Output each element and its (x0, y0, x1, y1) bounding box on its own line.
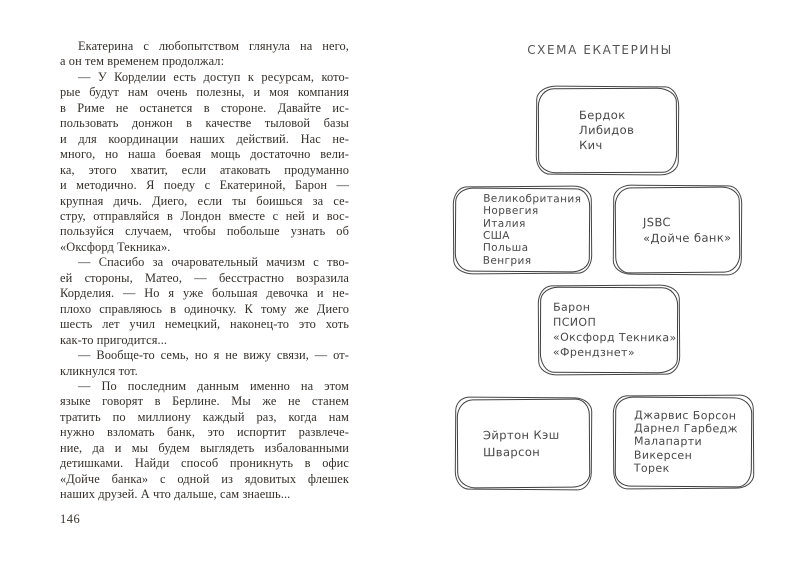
diagram-box-jarvis-borson-group (615, 397, 753, 488)
diagram-box-text (616, 408, 751, 475)
text-line: «Оксфорд Текника». (60, 239, 171, 254)
text-line: пользуйся случаем, чтобы побольше узнать об (60, 224, 349, 239)
text-line: в Риме не останется в стороне. Давайте ис- (60, 100, 349, 115)
text-line: языке говорят в Берлине. Мы же не станем (60, 394, 349, 409)
body-text (60, 39, 349, 503)
text-line: крупная дичь. Диего, если ты боишься за се- (60, 193, 349, 208)
box-line: Великобритания (483, 192, 582, 206)
diagram-box-baron-psiop (540, 287, 678, 374)
box-line: Викерсен (633, 448, 693, 462)
box-line: Джарвис Борсон (634, 408, 737, 423)
text-line: и методично. Я поеду с Екатериной, Барон — (60, 178, 349, 193)
box-line: Бердок (578, 107, 626, 123)
box-line: Торек (633, 461, 670, 475)
page-number: 146 (60, 512, 81, 526)
box-line: «Френдзнет» (552, 345, 636, 360)
box-line: Барон (553, 300, 591, 314)
text-line: рые будут нам очень полезны, и моя компания (60, 85, 349, 100)
box-line: Норвегия (483, 204, 539, 218)
text-line: плохо справляюсь в одиночку. К тому же Диего (60, 301, 349, 316)
text-line: — Спасибо за очаровательный мачизм с тво- (78, 255, 349, 270)
text-line: шесть лет учил немецкий, наконец-то это хоть (60, 317, 349, 332)
box-line: Венгрия (482, 254, 532, 267)
box-line: США (482, 229, 510, 242)
text-line: нужно взломать банк, это испортит развлече- (60, 425, 349, 440)
box-line: Польша (482, 242, 529, 255)
box-line: «Дойче банк» (643, 230, 732, 246)
box-line: «Оксфорд Текника» (552, 330, 677, 345)
text-line: как-то пригодится... (60, 332, 168, 347)
text-line: — По последним данным именно на этом (78, 378, 349, 393)
diagram-title: СХЕМА ЕКАТЕРИНЫ (527, 43, 673, 57)
box-line: Кич (579, 138, 603, 153)
box-line: Италия (483, 217, 526, 230)
diagram-box-text (539, 108, 676, 154)
text-line: — У Корделии есть доступ к ресурсам, кото- (78, 69, 349, 84)
right-page (400, 0, 800, 573)
diagram-box-countries (455, 188, 591, 273)
diagram-box-text (541, 300, 677, 361)
text-line: кликнулся тот. (60, 363, 138, 378)
text-line: ка, этого хватит, если атаковать продуманно (60, 162, 349, 177)
text-line: тратить по миллиону каждый раз, когда нам (60, 409, 349, 424)
diagram-box-jsbc-deutsche-bank (615, 186, 741, 273)
box-line: Дарнел Гарбедж (634, 421, 739, 436)
text-line: Екатерина с любопытством глянула на него, (78, 39, 349, 53)
text-line: стру, отправляйся в Лондон вместе с ней и вос- (60, 208, 349, 223)
text-line: детишками. Найди способ проникнуть в офис (60, 456, 349, 471)
text-line: пользовать донжон в качестве тыловой базы (60, 116, 349, 131)
text-line: ей стороны, Матео, — бесстрастно возразила (60, 270, 349, 285)
box-line: JSBC (642, 214, 672, 229)
text-line: ние, да и мы будем выглядеть избалованными (60, 440, 349, 455)
text-line: — Вообще-то семь, но я не вижу связи, — от- (78, 348, 349, 363)
text-line: много, но наша боевая мощь достаточно вели- (60, 147, 349, 162)
diagram-box-berdok-libidov-kich (538, 88, 677, 174)
text-line: Корделия. — Но я уже большая девочка и не- (60, 286, 349, 301)
text-line: и для координации наших действий. Нас не- (60, 131, 349, 146)
box-line: ПСИОП (553, 315, 597, 329)
text-line: а он тем временем продолжал: (60, 54, 225, 69)
diagram-box-text (456, 192, 590, 267)
diagram-box-text (458, 427, 589, 461)
diagram-box-eyrton-cash-shvarson (457, 399, 591, 489)
diagram-box-text (616, 213, 739, 247)
box-line: Шварсон (483, 444, 541, 459)
text-line: наших друзей. А что дальше, сам знаешь... (60, 487, 291, 502)
box-line: Малапарти (633, 434, 703, 449)
box-line: Эйртон Кэш (482, 427, 560, 443)
text-line: «Дойче банка» с одной из ядовитых флешек (60, 471, 349, 486)
box-line: Либидов (578, 122, 635, 138)
